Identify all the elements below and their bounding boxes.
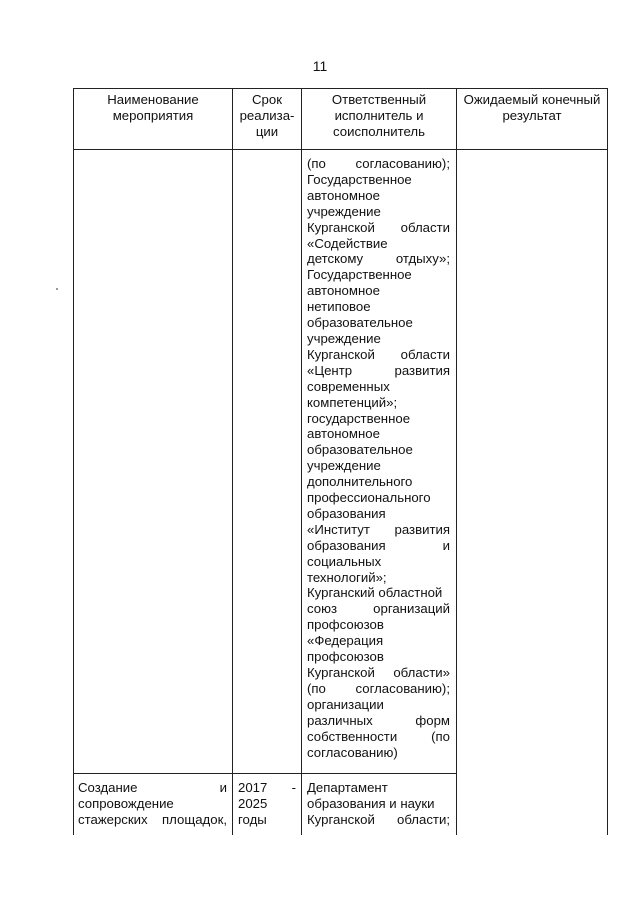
cell-word: профсоюзов: [307, 617, 384, 633]
cell-word: развития: [394, 521, 450, 537]
cell-word: организаций: [373, 601, 450, 617]
cell-line: [307, 570, 450, 586]
cell-word: дополнительного: [307, 474, 413, 490]
cell-word: «Центр: [307, 362, 353, 378]
cell-line: [307, 729, 450, 745]
cell-line: [307, 585, 450, 601]
cell-line: [238, 812, 296, 828]
cell-line: [307, 649, 450, 665]
cell-word: отдыху»;: [395, 251, 450, 267]
column-divider: [232, 88, 233, 835]
cell-word: площадок,: [162, 811, 227, 827]
header-divider: [73, 149, 608, 150]
header-event-name: Наименование мероприятия: [107, 92, 199, 123]
cell-line: [307, 315, 450, 331]
cell-line: [307, 172, 450, 188]
cell-word: компетенций»;: [307, 394, 398, 410]
cell-word: автономное: [307, 283, 380, 299]
cell-line: [307, 331, 450, 347]
cell-word: стажерских: [78, 811, 148, 827]
cell-line: [307, 458, 450, 474]
cell-line: [307, 812, 450, 828]
cell-word: учреждение: [307, 458, 381, 474]
cell-word: области;: [397, 811, 450, 827]
cell-line: [307, 633, 450, 649]
cell-word: Департамент: [307, 780, 388, 795]
cell-word: учреждение: [307, 330, 381, 346]
cell-word: социальных: [307, 553, 382, 569]
column-divider: [456, 88, 457, 835]
cell-word: Государственное: [307, 171, 412, 187]
cell-word: государственное: [307, 410, 411, 426]
cell-word: собственности: [307, 728, 398, 744]
cell-line: [307, 538, 450, 554]
cell-word: организации: [307, 696, 384, 712]
cell-word: автономное: [307, 426, 380, 442]
cell-word: Курганский областной: [307, 585, 443, 601]
cell-line: [307, 442, 450, 458]
cell-line: [307, 363, 450, 379]
cell-word: и: [219, 780, 227, 795]
cell-line: [307, 681, 450, 697]
cell-word: образования: [307, 505, 386, 521]
cell-line: [307, 522, 450, 538]
cell-line: [307, 283, 450, 299]
page-number: 11: [312, 58, 328, 74]
cell-word: образовательное: [307, 442, 413, 458]
cell-line: [307, 490, 450, 506]
responsible-cell: [307, 780, 450, 828]
cell-line: [307, 204, 450, 220]
cell-line: [307, 601, 450, 617]
cell-word: согласованию): [307, 744, 398, 760]
cell-word: области: [400, 219, 450, 235]
cell-word: форм: [415, 712, 450, 728]
cell-word: образования: [307, 537, 386, 553]
cell-line: [307, 251, 450, 267]
cell-word: согласованию);: [355, 156, 450, 171]
cell-word: союз: [307, 601, 338, 617]
row-divider: [73, 773, 457, 774]
cell-line: [307, 474, 450, 490]
cell-word: «Институт: [307, 521, 370, 537]
header-result: Ожидаемый конечный результат: [463, 92, 601, 123]
scan-speck: [56, 288, 58, 290]
cell-word: 2017: [238, 780, 268, 795]
cell-line: [307, 796, 450, 812]
responsible-cell-continued: [307, 156, 450, 760]
cell-word: Курганской: [307, 219, 375, 235]
cell-line: [307, 411, 450, 427]
cell-word: профессионального: [307, 490, 431, 506]
cell-line: [307, 267, 450, 283]
event-name-cell: [78, 780, 227, 828]
cell-line: [307, 220, 450, 236]
cell-word: детскому: [307, 251, 364, 267]
cell-word: учреждение: [307, 203, 381, 219]
cell-word: Курганской: [307, 665, 375, 680]
cell-word: современных: [307, 378, 390, 394]
cell-line: [78, 796, 227, 812]
cell-word: образования и науки: [307, 795, 435, 811]
cell-word: согласованию);: [355, 680, 450, 696]
cell-word: нетиповое: [307, 299, 371, 315]
cell-line: [307, 665, 450, 681]
header-term: Срок реализа- ции: [239, 92, 295, 139]
cell-word: профсоюзов: [307, 649, 384, 665]
cell-word: сопровождение: [78, 795, 174, 811]
cell-word: Курганской: [307, 811, 375, 827]
cell-word: области: [400, 346, 450, 362]
cell-word: и: [442, 537, 450, 553]
cell-word: (по: [307, 156, 326, 171]
cell-line: [307, 697, 450, 713]
cell-word: образовательное: [307, 315, 413, 331]
cell-line: [307, 236, 450, 252]
cell-word: (по: [431, 728, 450, 744]
header-responsible: Ответственный исполнитель и соисполнитель: [331, 92, 427, 139]
cell-word: технологий»;: [307, 569, 387, 585]
cell-word: области»: [393, 665, 450, 680]
cell-line: [78, 780, 227, 796]
cell-word: «Федерация: [307, 633, 384, 649]
cell-word: «Содействие: [307, 235, 388, 251]
cell-line: [307, 188, 450, 204]
cell-line: [307, 156, 450, 172]
cell-line: [307, 780, 450, 796]
cell-line: [238, 796, 296, 812]
cell-word: различных: [307, 712, 373, 728]
cell-word: Создание: [78, 780, 138, 795]
cell-line: [307, 395, 450, 411]
cell-word: годы: [238, 811, 267, 827]
cell-line: [307, 347, 450, 363]
cell-word: автономное: [307, 187, 380, 203]
cell-line: [307, 299, 450, 315]
cell-line: [78, 812, 227, 828]
cell-line: [307, 426, 450, 442]
cell-line: [307, 554, 450, 570]
cell-line: [307, 745, 450, 761]
cell-word: -: [291, 780, 296, 795]
cell-word: Курганской: [307, 346, 375, 362]
cell-word: 2025: [238, 795, 268, 811]
cell-line: [307, 506, 450, 522]
cell-line: [307, 379, 450, 395]
cell-line: [307, 713, 450, 729]
cell-word: развития: [394, 362, 450, 378]
cell-line: [238, 780, 296, 796]
cell-line: [307, 617, 450, 633]
cell-word: Государственное: [307, 267, 412, 283]
term-cell: [238, 780, 296, 828]
column-divider: [301, 88, 302, 835]
cell-word: (по: [307, 680, 326, 696]
